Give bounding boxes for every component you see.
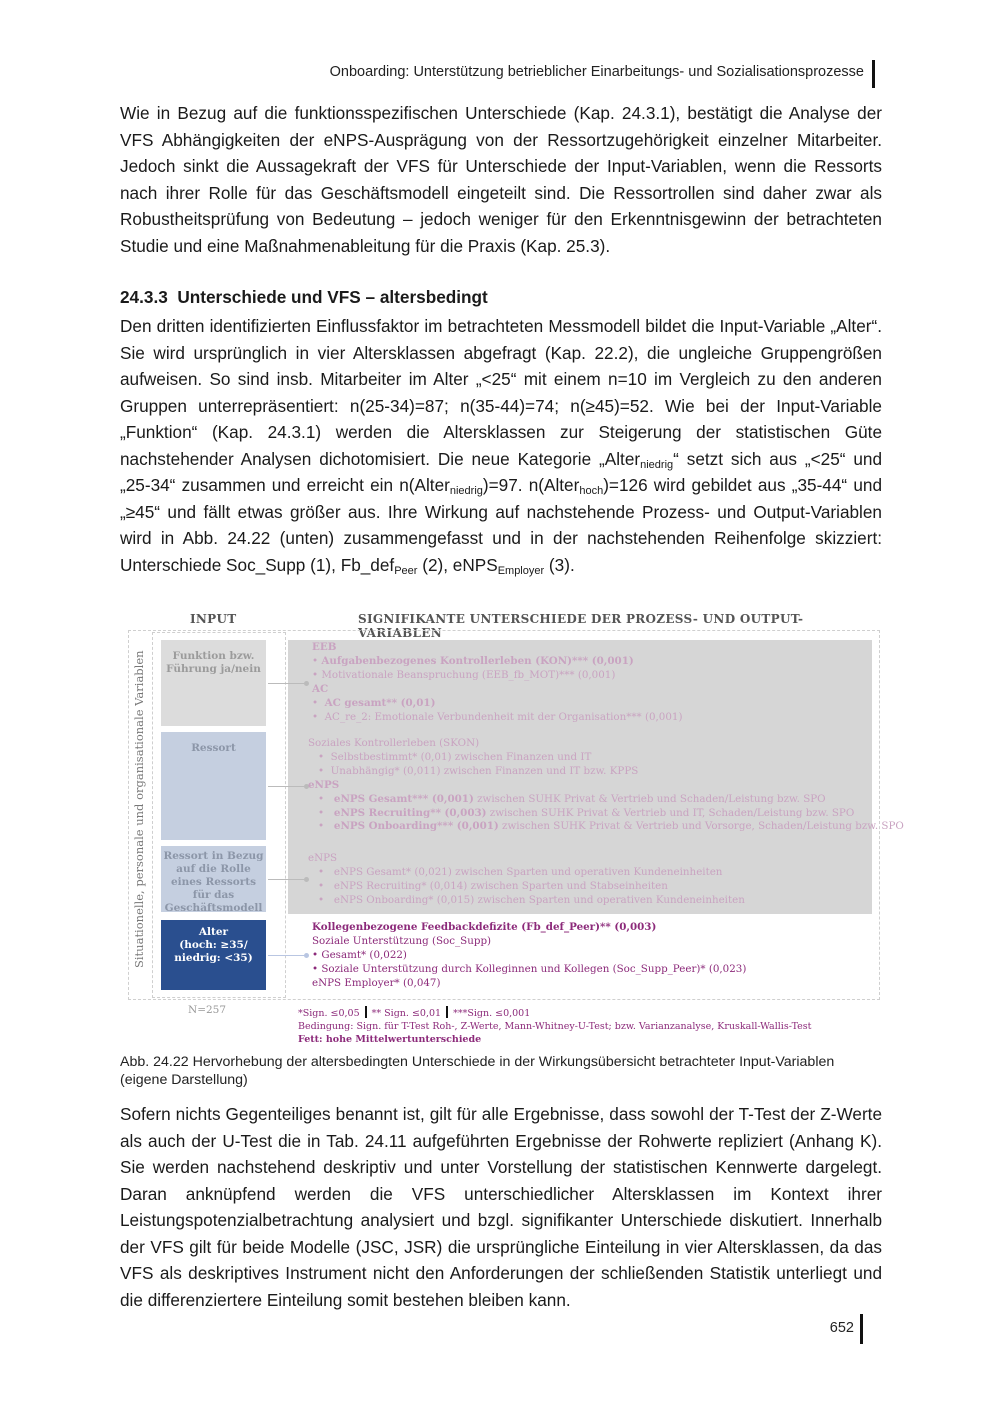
paragraph-1: Wie in Bezug auf die funktionsspezifischen Unterschiede (Kap. 24.3.1), bestätigt die Analyse der VFS Abhängigkeiten der eNPS-Ausprägung von der Ressortzugehörigkeit einzelner Mitarbeiter. Jedoch sinkt die Aussagekraft der VFS für Unterschiede der Input-Variablen, wenn die Ressorts nach ihrer Rolle für das Geschäftsmodell eingeteilt sind. Die Ressortrollen sind daher zwar als Robustheitsprüfung von Bedeutung – jedoch weniger für den Erkenntnisgewinn der betrachteten Studie und eine Maßnahmenableitung für die Praxis (Kap. 25.3). (120, 103, 882, 256)
results-funktion: EEB • Aufgabenbezogenes Kontrollerleben (KON)*** (0,001) • Motivationale Beanspruchung (EEB_fb_MOT)*** (0,001) AC • AC gesamt** (0,01) • AC_re_2: Emotionale Verbundenheit mit der Organisation*** (0,001) (312, 641, 683, 723)
connector-dot (304, 681, 309, 686)
results-column-header: SIGNIFIKANTE UNTERSCHIEDE DER PROZESS- UND OUTPUT-VARIABLEN (358, 612, 804, 640)
connector-alter (268, 955, 306, 956)
connector-dot (304, 953, 309, 958)
connector-ressort-rolle (268, 879, 306, 880)
connector-funktion (268, 683, 306, 684)
input-column-header: INPUT (190, 612, 237, 626)
results-alter: Kollegenbezogene Feedbackdefizite (Fb_def_Peer)** (0,003) Soziale Unterstützung (Soc_Supp) • Gesamt* (0,022) • Soziale Unterstützung durch Kolleginnen und Kollegen (Soc_Supp_Peer)* (0,023) eNPS Employer* (0,047) (312, 921, 747, 989)
input-ressort-rolle: Ressort in Bezug auf die Rolle eines Ressorts für das Geschäftsmodell (161, 846, 266, 912)
input-ressort: Ressort (161, 732, 266, 840)
paragraph-2: Den dritten identifizierten Einflussfaktor im betrachteten Messmodell bildet die Input-Variable „Alter“. Sie wird ursprünglich in vier Altersklassen abgefragt (Kap. 22.2), die ungleiche Gruppengrößen aufweisen. So sind insb. Mitarbeiter im Alter „<25“ mit einem n=10 im Vergleich zu den anderen Gruppen unterrepräsentiert: n(25-34)=87; n(35-44)=74; n(≥45)=52. Wie bei der Input-Variable „Funktion“ (Kap. 24.3.1) werden die Altersklassen zur Steigerung der statistischen Güte nachstehender Analysen dichotomisiert. Die neue Kategorie „Alter$_{niedrig}$“ setzt sich aus „<25“ und „25-34“ zusammen und erreicht ein n(Alter$_{niedrig}$)=97. n(Alter$_{hoch}$)=126 wird gebildet aus „35-44“ und „≥45“ und fällt etwas größer aus. Ihre Wirkung auf nachstehende Prozess- und Output-Variablen wird in Abb. 24.22 (unten) zusammengefasst und in der nachstehenden Reihenfolge skizziert: Unterschiede Soc_Supp (1), Fb_def$_{Peer}$ (2), eNPS$_{Employer}$ (3). (120, 316, 883, 577)
section-number: 24.3.3 (120, 287, 168, 307)
input-funktion: Funktion bzw. Führung ja/nein (161, 640, 266, 726)
section-heading (120, 287, 488, 308)
figure-caption: Abb. 24.22 Hervorhebung der altersbedingten Unterschiede in der Wirkungsübersicht betrachteter Input-Variablen (eigene Darstellung) (120, 1054, 835, 1088)
connector-ressort (268, 786, 306, 787)
significance-legend: *Sign. ≤0,05 ** Sign. ≤0,01 ***Sign. ≤0,001 Bedingung: Sign. für T-Test Roh-, Z-Werte, Mann-Whitney-U-Test; bzw. Varianzanalyse, Kruskall-Wallis-Test Fett: hohe Mittelwertunterschiede (298, 1008, 812, 1045)
results-ressort-rolle: eNPS • eNPS Gesamt* (0,021) zwischen Sparten und operativen Kundeneinheiten • eNPS Recruiting* (0,014) zwischen Sparten und Stabseinheiten • eNPS Onboarding* (0,015) zwischen Sparten und operativen Kundeneinheiten (308, 852, 745, 906)
page-number: 652 (829, 1320, 854, 1336)
figure-24-22 (128, 608, 904, 1048)
paragraph-3: Sofern nichts Gegenteiliges benannt ist, gilt für alle Ergebnisse, dass sowohl der T-Test der Z-Werte als auch der U-Test die in Tab. 24.11 aufgeführten Ergebnisse der Rohwerte repliziert (Anhang K). Sie werden nachstehend deskriptiv und unter Vorstellung der statistischen Kennwerte dargelegt. Daran anknüpfend werden die VFS unterschiedlicher Altersklassen im Kontext ihrer Leistungspotenzialbetrachtung analysiert und bzgl. signifikanter Unterschiede diskutiert. Innerhalb der VFS gilt für beide Modelle (JSC, JSR) die ursprüngliche Einteilung in vier Altersklassen, da das VFS als deskriptives Instrument nicht den Anforderungen der schließenden Statistik unterliegt und die differenziertere Einteilung somit bestehen bleiben kann. (120, 1104, 882, 1310)
input-alter: Alter (hoch: ≥35/ niedrig: <35) (161, 920, 266, 990)
header-rule (872, 60, 875, 88)
section-title: Unterschiede und VFS – altersbedingt (177, 287, 488, 307)
sample-size: N=257 (188, 1004, 227, 1016)
vertical-axis-label: Situationelle, personale und organisationale Variablen (132, 650, 146, 968)
results-ressort: Soziales Kontrollerleben (SKON) • Selbstbestimmt* (0,01) zwischen Finanzen und IT • Unabhängig* (0,011) zwischen Finanzen und IT bzw. KPPS eNPS • eNPS Gesamt*** (0,001) zwischen SUHK Privat & Vertrieb und Schaden/Leistung bzw. SPO • eNPS Recruiting** (0,003) zwischen SUHK Privat & Vertrieb und IT, Schaden/Leistung bzw. SPO • eNPS Onboarding*** (0,001) zwischen SUHK Privat & Vertrieb und Vorsorge, Schaden/Leistung bzw. SPO (308, 737, 904, 833)
running-header: Onboarding: Unterstützung betrieblicher Einarbeitungs- und Sozialisationsprozesse (329, 64, 864, 80)
page-number-rule (860, 1314, 863, 1344)
